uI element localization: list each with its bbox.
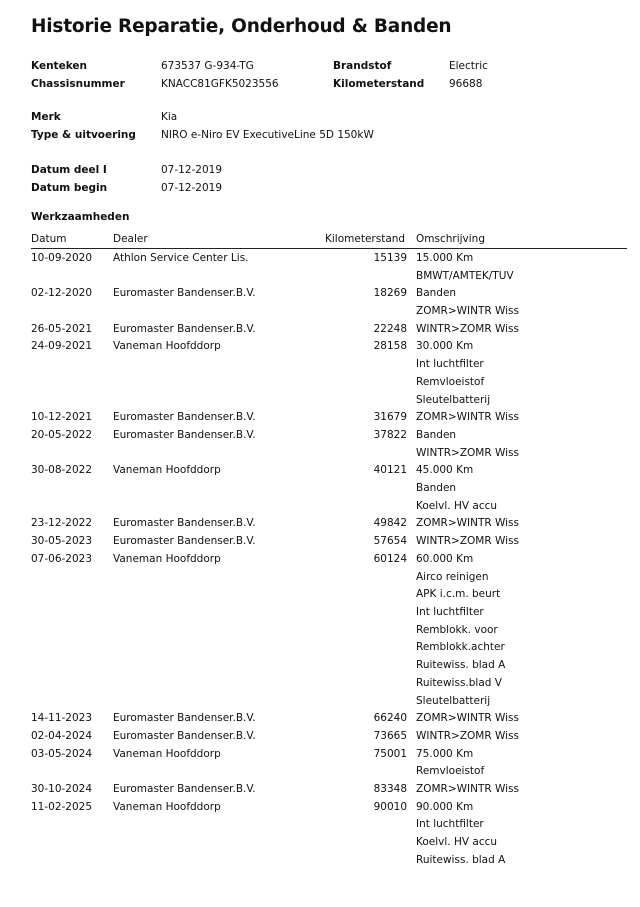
- row-km: 28158: [373, 340, 407, 352]
- row-date: 07-06-2023: [31, 553, 93, 565]
- row-dealer: Vaneman Hoofddorp: [113, 340, 221, 352]
- row-description-line: 75.000 Km: [416, 748, 474, 760]
- row-dealer: Euromaster Bandenser.B.V.: [113, 287, 256, 299]
- kenteken-value: 673537 G-934-TG: [161, 60, 254, 72]
- row-description-line: Remvloeistof: [416, 765, 485, 777]
- row-dealer: Euromaster Bandenser.B.V.: [113, 323, 256, 335]
- row-dealer: Euromaster Bandenser.B.V.: [113, 730, 256, 742]
- row-date: 03-05-2024: [31, 748, 93, 760]
- row-km: 15139: [373, 252, 407, 264]
- row-dealer: Euromaster Bandenser.B.V.: [113, 712, 256, 724]
- datum-begin-label: Datum begin: [31, 182, 108, 194]
- page-title: Historie Reparatie, Onderhoud & Banden: [31, 16, 452, 37]
- column-header-date: Datum: [31, 233, 67, 245]
- row-description-line: Sleutelbatterij: [416, 394, 491, 406]
- row-dealer: Vaneman Hoofddorp: [113, 464, 221, 476]
- row-km: 66240: [373, 712, 407, 724]
- row-description-line: ZOMR>WINTR Wiss: [416, 411, 520, 423]
- row-date: 20-05-2022: [31, 429, 93, 441]
- row-km: 73665: [373, 730, 407, 742]
- row-km: 57654: [373, 535, 407, 547]
- row-description-line: Koelvl. HV accu: [416, 500, 498, 512]
- type-label: Type & uitvoering: [31, 129, 136, 141]
- type-value: NIRO e-Niro EV ExecutiveLine 5D 150kW: [161, 129, 374, 141]
- row-description-line: 90.000 Km: [416, 801, 474, 813]
- merk-value: Kia: [161, 111, 178, 123]
- row-km: 18269: [373, 287, 407, 299]
- merk-label: Merk: [31, 111, 61, 123]
- row-date: 30-05-2023: [31, 535, 93, 547]
- row-dealer: Euromaster Bandenser.B.V.: [113, 783, 256, 795]
- column-header-dealer: Dealer: [113, 233, 148, 245]
- row-description-line: 15.000 Km: [416, 252, 474, 264]
- row-date: 02-12-2020: [31, 287, 93, 299]
- row-description-line: Koelvl. HV accu: [416, 836, 498, 848]
- row-description-line: Banden: [416, 287, 457, 299]
- row-dealer: Athlon Service Center Lis.: [113, 252, 249, 264]
- row-km: 22248: [373, 323, 407, 335]
- row-date: 10-12-2021: [31, 411, 93, 423]
- column-header-km: Kilometerstand: [325, 233, 406, 245]
- row-description-line: ZOMR>WINTR Wiss: [416, 517, 520, 529]
- row-km: 31679: [373, 411, 407, 423]
- row-km: 37822: [373, 429, 407, 441]
- row-description-line: 60.000 Km: [416, 553, 474, 565]
- row-description-line: BMWT/AMTEK/TUV: [416, 270, 514, 282]
- row-description-line: ZOMR>WINTR Wiss: [416, 305, 520, 317]
- chassis-label: Chassisnummer: [31, 78, 125, 90]
- row-description-line: WINTR>ZOMR Wiss: [416, 535, 520, 547]
- row-km: 49842: [373, 517, 407, 529]
- brandstof-value: Electric: [449, 60, 488, 72]
- row-description-line: WINTR>ZOMR Wiss: [416, 323, 520, 335]
- row-km: 90010: [373, 801, 407, 813]
- row-dealer: Euromaster Bandenser.B.V.: [113, 535, 256, 547]
- row-date: 02-04-2024: [31, 730, 93, 742]
- row-description-line: WINTR>ZOMR Wiss: [416, 730, 520, 742]
- km-label: Kilometerstand: [333, 78, 425, 90]
- row-dealer: Euromaster Bandenser.B.V.: [113, 411, 256, 423]
- row-description-line: Sleutelbatterij: [416, 695, 491, 707]
- row-date: 14-11-2023: [31, 712, 93, 724]
- row-description-line: 30.000 Km: [416, 340, 474, 352]
- row-date: 30-08-2022: [31, 464, 93, 476]
- row-description-line: Banden: [416, 429, 457, 441]
- row-date: 23-12-2022: [31, 517, 93, 529]
- row-date: 24-09-2021: [31, 340, 93, 352]
- row-description-line: Remvloeistof: [416, 376, 485, 388]
- kenteken-label: Kenteken: [31, 60, 87, 72]
- chassis-value: KNACC81GFK5023556: [161, 78, 279, 90]
- row-description-line: Remblokk. voor: [416, 624, 498, 636]
- datum-deel1-value: 07-12-2019: [161, 164, 223, 176]
- section-title: Werkzaamheden: [31, 211, 130, 223]
- row-description-line: Int luchtfilter: [416, 358, 484, 370]
- datum-begin-value: 07-12-2019: [161, 182, 223, 194]
- row-description-line: Ruitewiss. blad A: [416, 854, 506, 866]
- row-date: 30-10-2024: [31, 783, 93, 795]
- row-dealer: Vaneman Hoofddorp: [113, 801, 221, 813]
- row-dealer: Vaneman Hoofddorp: [113, 748, 221, 760]
- row-description-line: 45.000 Km: [416, 464, 474, 476]
- row-description-line: ZOMR>WINTR Wiss: [416, 783, 520, 795]
- row-dealer: Euromaster Bandenser.B.V.: [113, 517, 256, 529]
- row-dealer: Vaneman Hoofddorp: [113, 553, 221, 565]
- header-divider: [31, 248, 627, 249]
- row-description-line: Banden: [416, 482, 457, 494]
- row-date: 11-02-2025: [31, 801, 93, 813]
- row-dealer: Euromaster Bandenser.B.V.: [113, 429, 256, 441]
- brandstof-label: Brandstof: [333, 60, 392, 72]
- row-km: 75001: [373, 748, 407, 760]
- row-description-line: WINTR>ZOMR Wiss: [416, 447, 520, 459]
- column-header-desc: Omschrijving: [416, 233, 485, 245]
- row-description-line: APK i.c.m. beurt: [416, 588, 501, 600]
- km-value: 96688: [449, 78, 483, 90]
- row-description-line: Remblokk.achter: [416, 641, 505, 653]
- row-description-line: Int luchtfilter: [416, 818, 484, 830]
- row-km: 60124: [373, 553, 407, 565]
- row-description-line: Ruitewiss.blad V: [416, 677, 502, 689]
- row-date: 26-05-2021: [31, 323, 93, 335]
- row-description-line: Ruitewiss. blad A: [416, 659, 506, 671]
- row-description-line: ZOMR>WINTR Wiss: [416, 712, 520, 724]
- row-date: 10-09-2020: [31, 252, 93, 264]
- datum-deel1-label: Datum deel I: [31, 164, 107, 176]
- row-description-line: Airco reinigen: [416, 571, 489, 583]
- row-km: 83348: [373, 783, 407, 795]
- row-description-line: Int luchtfilter: [416, 606, 484, 618]
- row-km: 40121: [373, 464, 407, 476]
